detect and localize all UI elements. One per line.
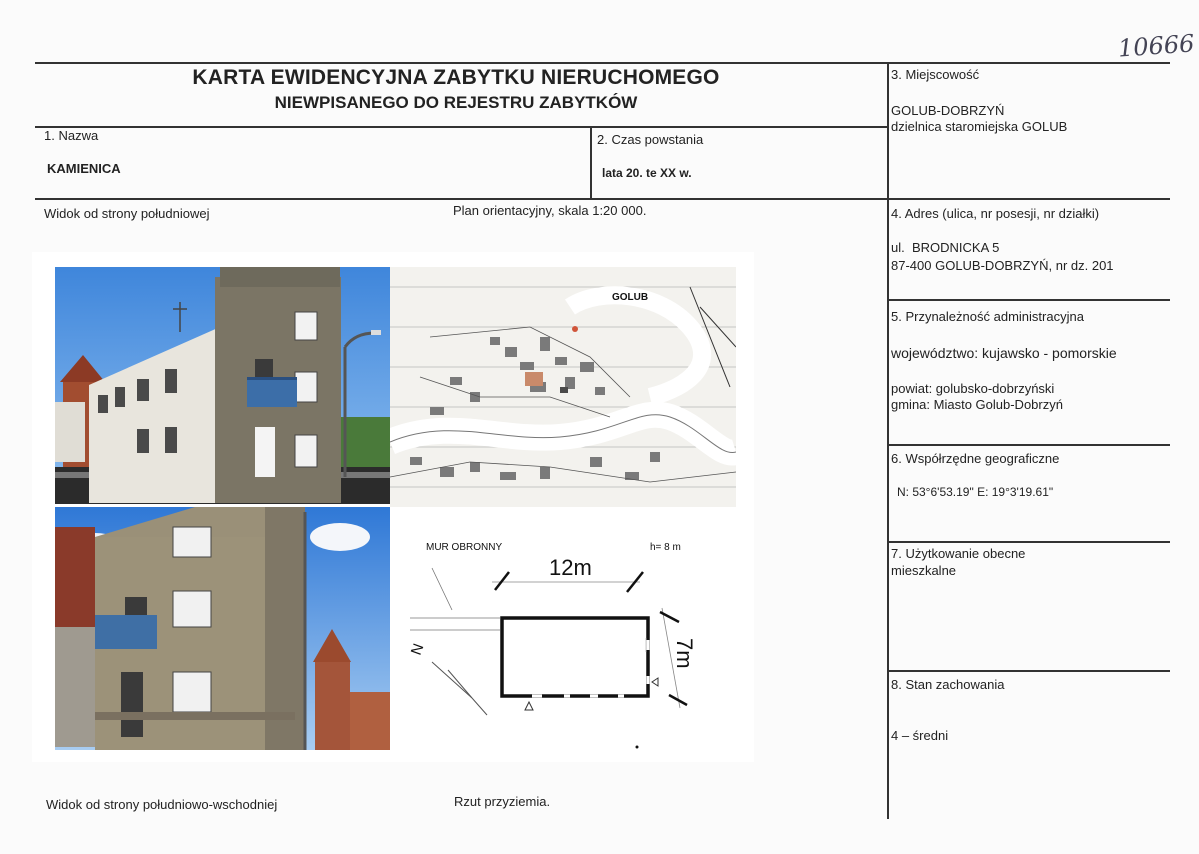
right-column-divider (887, 62, 889, 819)
usage-label: 7. Użytkowanie obecne (891, 546, 1026, 561)
period-label: 2. Czas powstania (597, 132, 704, 147)
photo-view-southeast (55, 507, 390, 750)
card-subtitle: NIEWPISANEGO DO REJESTRU ZABYTKÓW (274, 93, 638, 112)
title-bottom-border (35, 126, 888, 128)
usage-value: mieszkalne (891, 563, 957, 578)
caption-ground-plan: Rzut przyziemia. (454, 794, 551, 809)
geo-label: 6. Współrzędne geograficzne (891, 451, 1060, 466)
admin-voivodeship: województwo: kujawsko - pomorskie (891, 345, 1117, 361)
caption-map: Plan orientacyjny, skala 1:20 000. (453, 203, 647, 218)
plan-wall-label: MUR OBRONNY (426, 542, 503, 553)
address-value-2: 87-400 GOLUB-DOBRZYŃ, nr dz. 201 (891, 258, 1114, 273)
condition-value: 4 – średni (891, 728, 949, 743)
address-label: 4. Adres (ulica, nr posesji, nr działki) (891, 206, 1100, 221)
locality-label: 3. Miejscowość (891, 67, 980, 82)
period-value: lata 20. te XX w. (602, 166, 692, 180)
caption-view-southeast: Widok od strony południowo-wschodniej (46, 797, 278, 812)
name-row-bottom-border (35, 198, 1170, 200)
card-title: KARTA EWIDENCYJNA ZABYTKU NIERUCHOMEGO (192, 66, 720, 89)
map-town-label: GOLUB (612, 292, 649, 303)
address-bottom-border (887, 299, 1170, 301)
top-border (35, 62, 1170, 64)
name-label: 1. Nazwa (44, 128, 99, 143)
caption-view-south: Widok od strony południowej (44, 206, 210, 221)
admin-label: 5. Przynależność administracyjna (891, 309, 1084, 324)
plan-north-label: N (407, 641, 428, 658)
locality-value-1: GOLUB-DOBRZYŃ (891, 103, 1005, 118)
plan-height-label: h= 8 m (650, 542, 681, 553)
locality-value-2: dzielnica staromiejska GOLUB (891, 119, 1068, 134)
admin-county: powiat: golubsko-dobrzyński (891, 381, 1055, 396)
name-period-divider (590, 126, 592, 198)
usage-bottom-border (887, 670, 1170, 672)
photo-view-south (55, 267, 390, 504)
geo-value: N: 53°6'53.19" E: 19°3'19.61" (897, 485, 1054, 499)
geo-bottom-border (887, 541, 1170, 543)
admin-commune: gmina: Miasto Golub-Dobrzyń (891, 397, 1063, 412)
plan-depth-label: 7m (672, 638, 697, 669)
catalog-number-stamp: 10666 (1117, 29, 1196, 63)
admin-bottom-border (887, 444, 1170, 446)
name-value: KAMIENICA (47, 161, 121, 176)
condition-label: 8. Stan zachowania (891, 677, 1005, 692)
orientation-map (390, 267, 736, 507)
ground-plan-drawing (392, 530, 732, 755)
address-value-1: ul. BRODNICKA 5 (891, 240, 1000, 255)
plan-width-label: 12m (549, 555, 592, 580)
